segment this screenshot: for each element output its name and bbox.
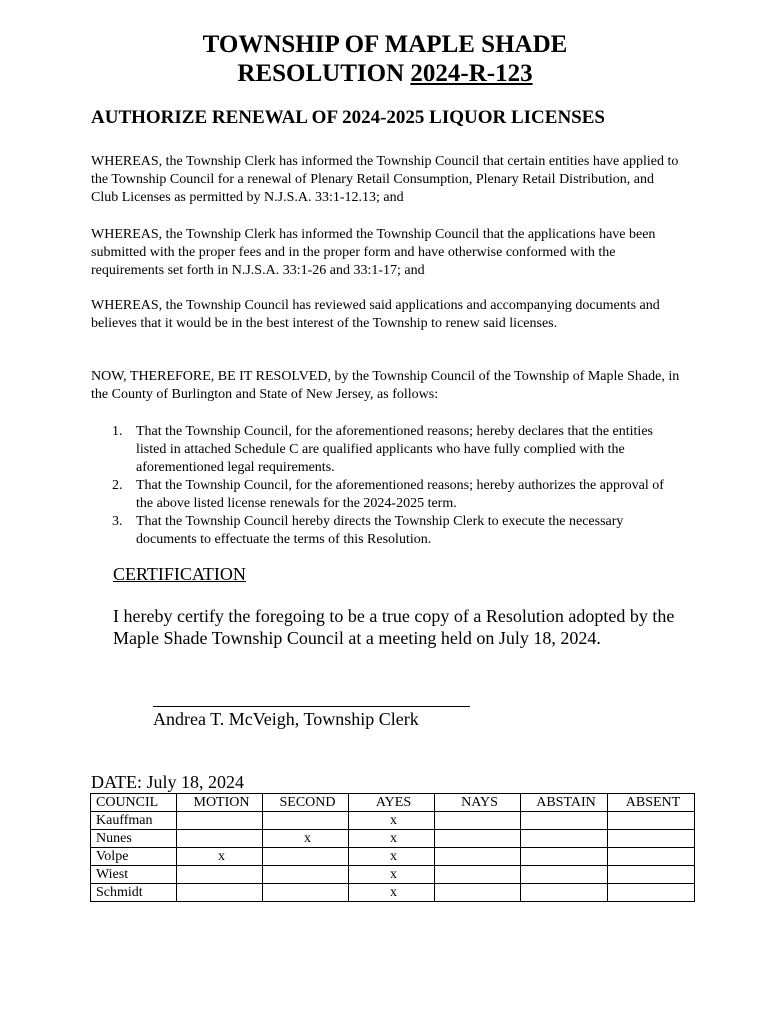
table-cell — [608, 848, 695, 866]
list-item-text: That the Township Council, for the aforementioned reasons; hereby declares that the entities listed in attached Schedule C are qualified applicants who have fully complied with the aforementioned legal requirements. — [136, 424, 653, 475]
table-cell — [521, 848, 608, 866]
resolved-paragraph: NOW, THEREFORE, BE IT RESOLVED, by the Township Council of the Township of Maple Shade, in the County of Burlington and State of New Jersey, as follows: — [91, 369, 680, 402]
table-cell — [608, 866, 695, 884]
whereas-paragraph-2: WHEREAS, the Township Clerk has informed the Township Council that the applications have been submitted with the proper fees and in the proper form and have otherwise conformed with the requirements set forth in N.J.S.A. 33:1-26 and 33:1-17; and — [91, 227, 656, 278]
table-row — [91, 812, 695, 830]
council-member: Wiest — [91, 866, 177, 884]
column-header: SECOND — [263, 794, 349, 812]
list-item — [91, 477, 671, 513]
date-line: DATE: July 18, 2024 — [91, 772, 244, 792]
council-member: Volpe — [91, 848, 177, 866]
column-header: ABSTAIN — [521, 794, 608, 812]
column-header: ABSENT — [608, 794, 695, 812]
table-cell — [608, 812, 695, 830]
table-cell — [177, 884, 263, 902]
council-member: Schmidt — [91, 884, 177, 902]
table-cell — [177, 830, 263, 848]
resolution-prefix: RESOLUTION — [237, 60, 411, 87]
resolution-number: 2024-R-123 — [410, 60, 533, 87]
table-row — [91, 884, 695, 902]
table-cell: x — [349, 830, 435, 848]
certification-text: I hereby certify the foregoing to be a true copy of a Resolution adopted by the Maple Shade Township Council at a meeting held on July 18, 2024. — [113, 606, 675, 648]
table-cell — [608, 884, 695, 902]
certification-heading: CERTIFICATION — [113, 564, 246, 584]
list-item-number: 2. — [112, 478, 123, 493]
signer-name: Andrea T. McVeigh, Township Clerk — [153, 709, 419, 729]
table-cell: x — [263, 830, 349, 848]
table-cell — [521, 812, 608, 830]
vote-table — [90, 793, 695, 902]
table-cell: x — [349, 812, 435, 830]
resolution-subject: AUTHORIZE RENEWAL OF 2024-2025 LIQUOR LICENSES — [91, 107, 605, 128]
whereas-paragraph-1: WHEREAS, the Township Clerk has informed the Township Council that certain entities have applied to the Township Council for a renewal of Plenary Retail Consumption, Plenary Retail Distribution, and Club Licenses as permitted by N.J.S.A. 33:1-12.13; and — [91, 154, 679, 205]
whereas-paragraph-3: WHEREAS, the Township Council has reviewed said applications and accompanying documents and believes that it would be in the best interest of the Township to renew said licenses. — [91, 298, 660, 331]
table-row — [91, 866, 695, 884]
table-cell — [521, 830, 608, 848]
column-header: COUNCIL — [91, 794, 177, 812]
table-cell: x — [349, 884, 435, 902]
table-cell — [263, 848, 349, 866]
table-cell — [263, 884, 349, 902]
council-member: Nunes — [91, 830, 177, 848]
table-cell — [263, 812, 349, 830]
table-header-row — [91, 794, 695, 812]
table-cell — [177, 812, 263, 830]
table-row — [91, 848, 695, 866]
table-cell — [435, 830, 521, 848]
list-item — [91, 423, 671, 477]
column-header: MOTION — [177, 794, 263, 812]
table-cell — [435, 812, 521, 830]
table-cell — [263, 866, 349, 884]
list-item — [91, 513, 671, 549]
table-cell: x — [177, 848, 263, 866]
table-cell — [177, 866, 263, 884]
table-cell — [435, 884, 521, 902]
list-item-text: That the Township Council, for the aforementioned reasons; hereby authorizes the approval of the above listed license renewals for the 2024-2025 term. — [136, 478, 664, 511]
table-cell — [435, 848, 521, 866]
signature-line — [153, 694, 470, 707]
list-item-text: That the Township Council hereby directs the Township Clerk to execute the necessary documents to effectuate the terms of this Resolution. — [136, 514, 624, 547]
table-cell: x — [349, 848, 435, 866]
table-cell — [521, 866, 608, 884]
table-cell — [608, 830, 695, 848]
table-cell — [521, 884, 608, 902]
column-header: AYES — [349, 794, 435, 812]
township-title: TOWNSHIP OF MAPLE SHADE — [202, 31, 568, 58]
table-cell — [435, 866, 521, 884]
table-cell: x — [349, 866, 435, 884]
list-item-number: 1. — [112, 424, 123, 439]
resolution-title — [0, 59, 770, 88]
list-item-number: 3. — [112, 514, 123, 529]
column-header: NAYS — [435, 794, 521, 812]
council-member: Kauffman — [91, 812, 177, 830]
resolved-items-list — [91, 423, 671, 549]
table-row — [91, 830, 695, 848]
